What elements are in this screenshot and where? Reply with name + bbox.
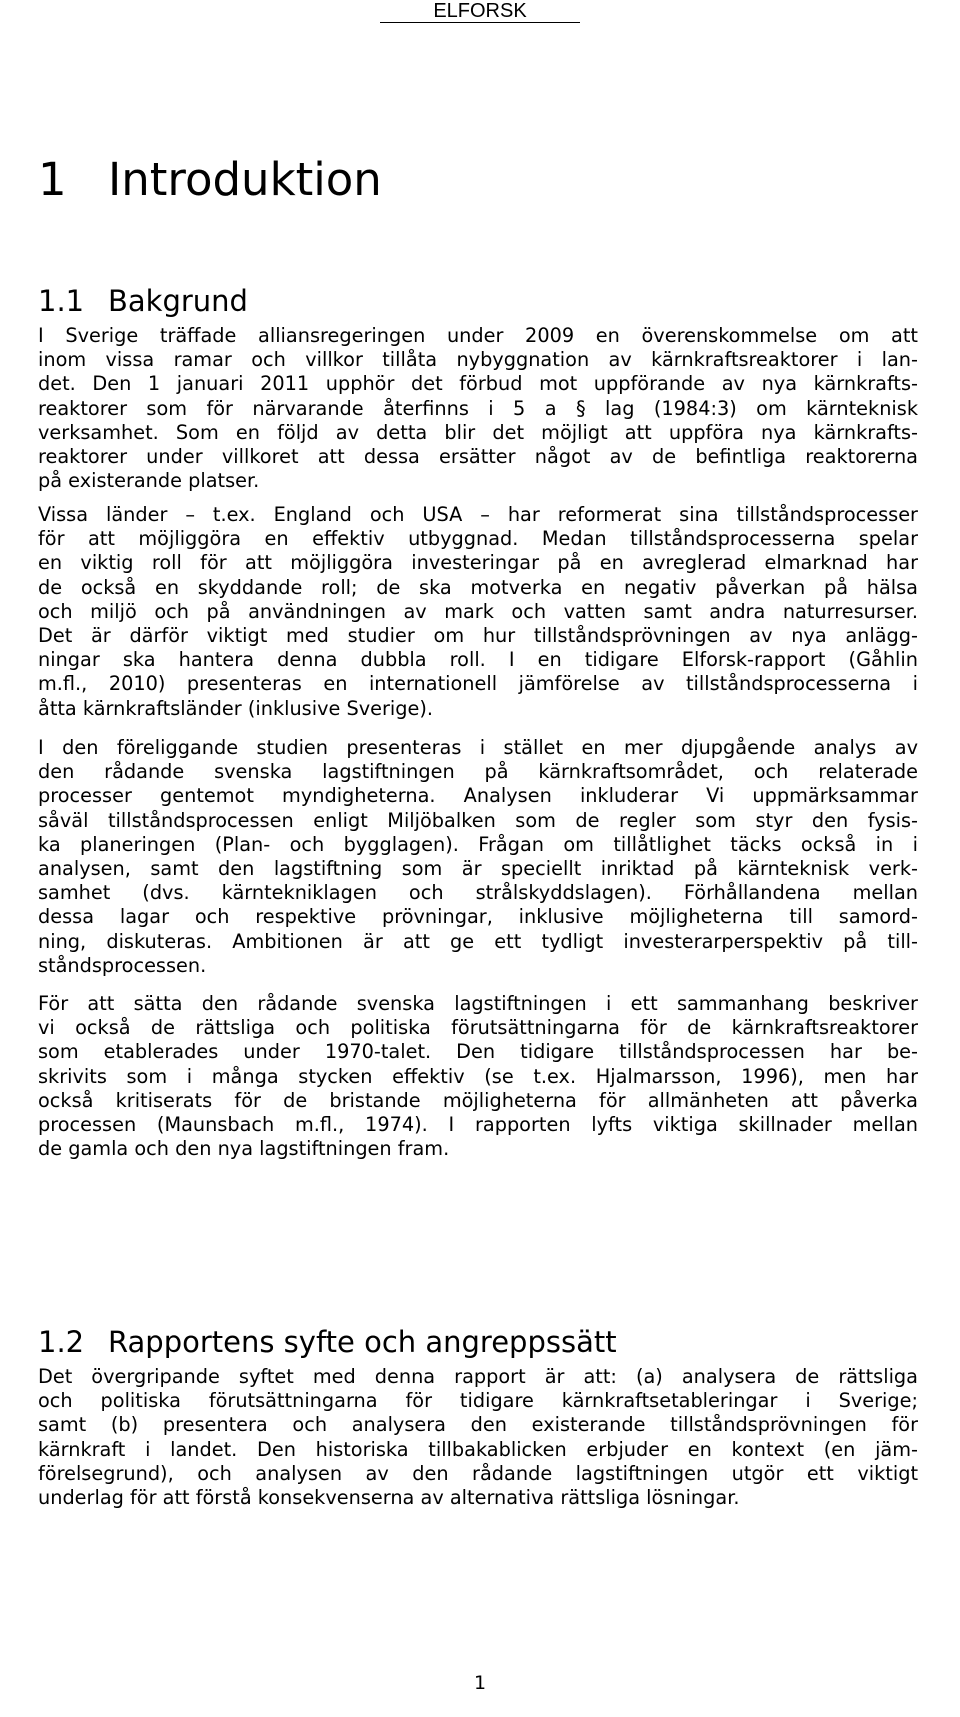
text-line: såväl tillståndsprocessen enligt Miljöbalken som de regler som styr den fysis- [38, 808, 918, 832]
text-line: ka planeringen (Plan- och bygglagen). Frågan om tillåtlighet täcks också in i [38, 832, 918, 856]
text-line: de gamla och den nya lagstiftningen fram. [38, 1137, 450, 1161]
text-line: Vissa länder – t.ex. England och USA – har reformerat sina tillståndsprocesser [38, 503, 918, 526]
text-line: verksamhet. Som en följd av detta blir det möjligt att uppföra nya kärnkrafts- [38, 420, 918, 444]
text-line: åtta kärnkraftsländer (inklusive Sverige). [38, 696, 434, 720]
text-line: I Sverige träffade alliansregeringen under 2009 en överenskommelse om att [38, 324, 918, 347]
text-line: processen (Maunsbach m.fl., 1974). I rapporten lyfts viktiga skillnader mellan [38, 1113, 918, 1137]
page-number: 1 [473, 1672, 487, 1694]
section-number-1-2: 1.2 [38, 1325, 85, 1359]
chapter-heading [38, 150, 382, 210]
text-line: de också en skyddande roll; de ska motverka en negativ påverkan på hälsa [38, 575, 918, 599]
text-line: dessa lagar och respektive prövningar, inklusive möjligheterna till samord- [38, 905, 918, 929]
text-line: för att möjliggöra en effektiv utbyggnad. Medan tillståndsprocesserna spelar [38, 527, 918, 551]
text-line: det. Den 1 januari 2011 upphör det förbud mot uppförande av nya kärnkrafts- [38, 372, 918, 396]
text-line: och politiska förutsättningarna för tidigare kärnkraftsetableringar i Sverige; [38, 1389, 918, 1413]
section-title-1-2: Rapportens syfte och angreppssätt [108, 1325, 617, 1359]
section-number-1-1: 1.1 [38, 284, 85, 318]
text-line: samt (b) presentera och analysera den existerande tillståndsprövningen för [38, 1413, 918, 1437]
text-line: Det övergripande syftet med denna rapport är att: (a) analysera de rättsliga [38, 1365, 918, 1388]
header-rule [380, 22, 580, 23]
text-line: ning, diskuteras. Ambitionen är att ge ett tydligt investerarperspektiv på till- [38, 929, 918, 953]
text-line: I den föreliggande studien presenteras i stället en mer djupgående analys av [38, 736, 918, 759]
text-line: också kritiserats för de bristande möjligheterna för allmänheten att påverka [38, 1088, 918, 1112]
text-line: förelsegrund), och analysen av den rådande lagstiftningen utgör ett viktigt [38, 1461, 918, 1485]
text-line: processer gentemot myndigheterna. Analysen inkluderar Vi uppmärksammar [38, 784, 918, 808]
text-line: ningar ska hantera denna dubbla roll. I en tidigare Elforsk-rapport (Gåhlin [38, 648, 918, 672]
paragraph-1-2-a [38, 1365, 918, 1510]
paragraph-1-1-a [38, 324, 918, 493]
text-line: reaktorer under villkoret att dessa ersätter något av de befintliga reaktorerna [38, 445, 918, 469]
text-line: den rådande svenska lagstiftningen på kärnkraftsområdet, och relaterade [38, 760, 918, 784]
text-line: samhet (dvs. kärntekniklagen och strålskyddslagen). Förhållandena mellan [38, 881, 918, 905]
running-header: ELFORSK [433, 0, 527, 22]
text-line: Det är därför viktigt med studier om hur tillståndsprövningen av nya anlägg- [38, 624, 918, 648]
text-line: För att sätta den rådande svenska lagstiftningen i ett sammanhang beskriver [38, 992, 918, 1015]
section-title-1-1: Bakgrund [108, 284, 248, 318]
text-line: kärnkraft i landet. Den historiska tillbakablicken erbjuder en kontext (en jäm- [38, 1437, 918, 1461]
text-line: m.fl., 2010) presenteras en internationell jämförelse av tillståndsprocesserna i [38, 672, 918, 696]
chapter-title: Introduktion [108, 153, 382, 206]
text-line: skrivits som i många stycken effektiv (se t.ex. Hjalmarsson, 1996), men har [38, 1064, 918, 1088]
text-line: som etablerades under 1970-talet. Den tidigare tillståndsprocessen har be- [38, 1040, 918, 1064]
text-line: inom vissa ramar och villkor tillåta nybyggnation av kärnkraftsreaktorer i lan- [38, 348, 918, 372]
paragraph-1-1-c [38, 736, 918, 978]
text-line: ståndsprocessen. [38, 953, 207, 977]
text-line: analysen, samt den lagstiftning som är speciellt inriktad på kärnteknisk verk- [38, 857, 918, 881]
chapter-number: 1 [38, 153, 67, 206]
text-line: underlag för att förstå konsekvenserna av alternativa rättsliga lösningar. [38, 1486, 740, 1510]
section-heading-1-2 [38, 1324, 617, 1360]
text-line: reaktorer som för närvarande återfinns i 5 a § lag (1984:3) om kärnteknisk [38, 396, 918, 420]
text-line: vi också de rättsliga och politiska förutsättningarna för de kärnkraftsreaktorer [38, 1016, 918, 1040]
paragraph-1-1-b [38, 503, 918, 721]
section-heading-1-1 [38, 283, 248, 319]
text-line: på existerande platser. [38, 469, 260, 493]
text-line: och miljö och på användningen av mark och vatten samt andra naturresurser. [38, 599, 918, 623]
paragraph-1-1-d [38, 992, 918, 1161]
text-line: en viktig roll för att möjliggöra investeringar på en avreglerad elmarknad har [38, 551, 918, 575]
